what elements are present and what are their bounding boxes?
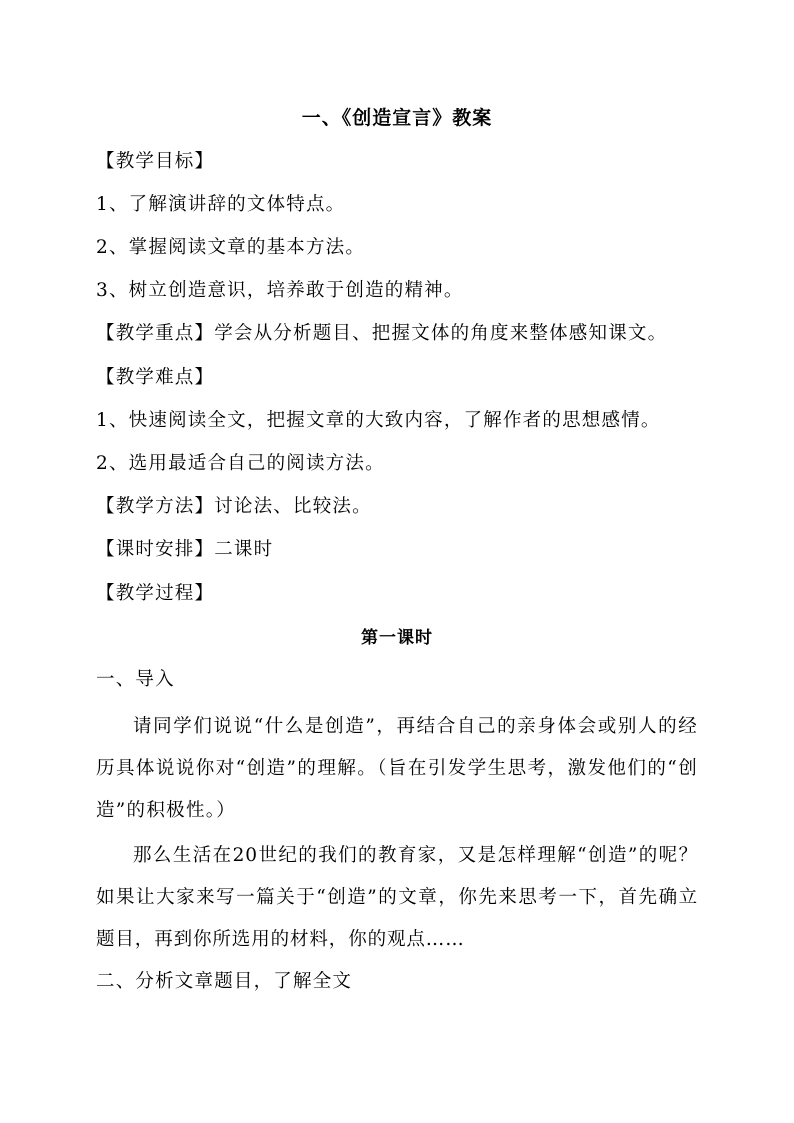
teaching-methods: 【教学方法】讨论法、比较法。 [96, 496, 372, 517]
section-heading: 二、分析文章题目，了解全文 [96, 971, 353, 992]
objective-item: 2、掌握阅读文章的基本方法。 [96, 237, 366, 258]
difficulty-item: 2、选用最适合自己的阅读方法。 [96, 453, 385, 474]
paragraph: 请同学们说说“什么是创造”，再结合自己的亲身体会或别人的经历具体说说你对“创造”的理解。（旨在引发学生思考，激发他们的“创造”的积极性。） [96, 716, 698, 821]
paragraph: 那么生活在20世纪的我们的教育家，又是怎样理解“创造”的呢？如果让大家来写一篇关于“创造”的文章，你先来思考一下，首先确立题目，再到你所选用的材料，你的观点…… [96, 845, 698, 950]
lesson-title: 第一课时 [361, 628, 433, 648]
objectives-heading: 【教学目标】 [96, 151, 215, 172]
document-title: 一、《创造宣言》教案 [301, 107, 493, 129]
objective-item: 1、了解演讲辞的文体特点。 [96, 194, 346, 215]
difficulties-heading: 【教学难点】 [96, 367, 215, 388]
lesson-schedule: 【课时安排】二课时 [96, 539, 274, 560]
objective-item: 3、树立创造意识，培养敢于创造的精神。 [96, 280, 464, 301]
section-heading: 一、导入 [96, 669, 175, 690]
difficulty-item: 1、快速阅读全文，把握文章的大致内容，了解作者的思想感情。 [96, 410, 661, 431]
key-points: 【教学重点】学会从分析题目、把握文体的角度来整体感知课文。 [96, 323, 668, 344]
process-heading: 【教学过程】 [96, 583, 215, 604]
